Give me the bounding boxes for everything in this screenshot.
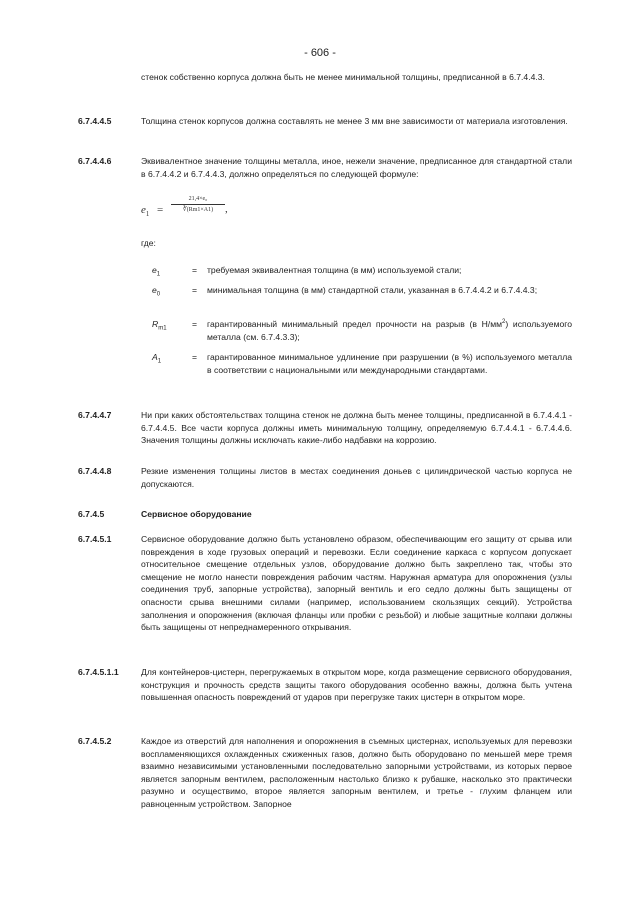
variable-description: требуемая эквивалентная толщина (в мм) используемой стали; [207, 265, 462, 275]
variable-description: гарантированный минимальный предел прочности на разрыв (в $Н/мм^2$) используемого металла (см. 6.7.4.3.3); [207, 319, 572, 342]
section-6-7-4-5-heading [78, 508, 572, 521]
formula-lhs: $e_1$ [141, 204, 150, 219]
intro-paragraph [78, 71, 572, 84]
section-text: Эквивалентное значение толщины металла, иное, нежели значение, предписанное для стандартной стали в 6.7.4.4.2 и 6.7.4.4.3, должно определяться по следующей формуле: [141, 156, 572, 179]
section-6-7-4-4-6 [78, 155, 572, 180]
section-number: 6.7.4.4.6 [78, 156, 112, 166]
formula-numerator: 21,4×e₀ [171, 195, 225, 205]
section-number: 6.7.4.4.7 [78, 410, 112, 420]
variable-equals: = [192, 265, 198, 275]
variable-e0 [152, 284, 572, 297]
variable-e1 [152, 264, 572, 277]
section-6-7-4-4-7 [78, 409, 572, 447]
section-number: 6.7.4.5.2 [78, 736, 112, 746]
where-label: где: [141, 238, 156, 248]
section-6-7-4-4-8 [78, 465, 572, 490]
section-heading: Сервисное оборудование [141, 509, 252, 519]
variable-rm1 [152, 318, 572, 343]
page-number: - 606 - [304, 47, 336, 59]
variable-equals: = [192, 319, 198, 329]
variable-description: минимальная толщина (в мм) стандартной стали, указанная в 6.7.4.4.2 и 6.7.4.4.3; [207, 285, 538, 295]
variable-equals: = [192, 352, 198, 362]
variable-symbol: $R_{m1}$ [152, 319, 167, 332]
section-6-7-4-5-1-1 [78, 666, 572, 704]
section-6-7-4-5-2 [78, 735, 572, 811]
formula-denominator: ∛(Rm1×A1) [182, 207, 214, 213]
variable-symbol: $e_0$ [152, 285, 161, 298]
section-number: 6.7.4.4.8 [78, 466, 112, 476]
section-number: 6.7.4.5.1 [78, 534, 112, 544]
formula-equals: = [157, 204, 164, 216]
section-6-7-4-4-5 [78, 115, 572, 128]
section-text: Для контейнеров-цистерн, перегружаемых в открытом море, когда размещение сервисного оборудования, конструкция и прочность средств защиты такого оборудования особенно важны, должна быть учтена повышенная опасность повреждений от ударов при перегрузке таких цистерн в открытом море. [141, 667, 572, 703]
section-text: Ни при каких обстоятельствах толщина стенок не должна быть менее толщины, предписанной в 6.7.4.4.1 - 6.7.4.4.5. Все части корпуса должны иметь минимальную толщину, определяемую 6.7.4.4.1 - 6.7.4.4.6. Значения толщины должны исключать какие-либо надбавки на коррозию. [141, 410, 572, 446]
section-text: Каждое из отверстий для наполнения и опорожнения в съемных цистернах, используемых для перевозки воспламеняющихся охлажденных сжиженных газов, должно быть оборудовано по меньшей мере тремя взаимно независимыми установленными последовательно запорными устройствами, из которых первое является запорным вентилем, расположенным настолько близко к рубашке, насколько это практически разумно и осуществимо, второе является запорным вентилем, и третье - глухим фланцем или равноценным устройством. Запорное [141, 736, 572, 809]
section-text: Резкие изменения толщины листов в местах соединения доньев с цилиндрической частью корпуса не допускаются. [141, 466, 572, 489]
section-number: 6.7.4.5 [78, 509, 105, 519]
section-text: Толщина стенок корпусов должна составлять не менее 3 мм вне зависимости от материала изготовления. [141, 116, 568, 126]
paragraph-text: стенок собственно корпуса должна быть не менее минимальной толщины, предписанной в 6.7.4.4.3. [141, 72, 545, 82]
section-6-7-4-5-1 [78, 533, 572, 634]
variable-a1 [152, 351, 572, 376]
formula-comma: , [225, 203, 228, 215]
variable-symbol: $A_1$ [152, 352, 162, 365]
section-number: 6.7.4.4.5 [78, 116, 112, 126]
formula-fraction [171, 195, 225, 214]
section-text: Сервисное оборудование должно быть установлено образом, обеспечивающим его защиту от срыва или повреждения в ходе грузовых операций и перевозки. Если соединение каркаса с корпусом допускает относительное смещение отдельных узлов, оборудование должно быть закреплено так, чтобы это смещение не могло нанести повреждения рабочим частям. Наружная арматура для опорожнения (узлы соединения труб, запорные устройства), запорный вентиль и его седло должны быть защищены от опасности срыва внешними силами (например, использованием скользящих секций). Устройства заполнения и опорожнения (включая фланцы или пробки с резьбой) и любые защитные колпаки должны быть защищены от непреднамеренного открывания. [141, 534, 572, 633]
variable-symbol: $e_1$ [152, 265, 161, 278]
thickness-formula [141, 195, 341, 225]
section-number: 6.7.4.5.1.1 [78, 667, 119, 677]
variable-equals: = [192, 285, 198, 295]
variable-description: гарантированное минимальное удлинение при разрушении (в %) используемого металла в соответствии с национальными или международными стандартами. [207, 352, 572, 375]
